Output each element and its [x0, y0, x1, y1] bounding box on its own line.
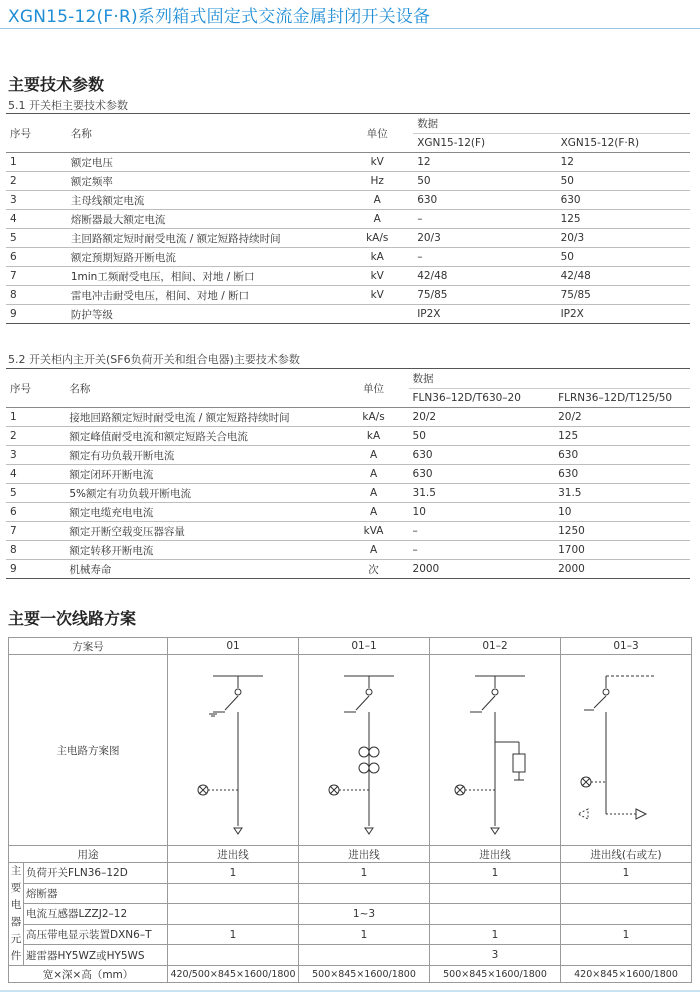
row-value-1: – — [409, 522, 555, 541]
row-no: 1 — [6, 408, 65, 427]
table-row — [6, 408, 690, 427]
component-qty — [168, 904, 299, 925]
table-row — [6, 503, 690, 522]
component-qty — [168, 883, 299, 904]
scheme-header-label: 方案号 — [9, 638, 168, 655]
header-no: 序号 — [6, 369, 65, 408]
row-unit: kVA — [339, 522, 409, 541]
row-value-1: 2000 — [409, 560, 555, 579]
row-name: 额定闭环开断电流 — [65, 465, 338, 484]
row-value-1: 10 — [409, 503, 555, 522]
row-value-2: 42/48 — [557, 267, 690, 286]
component-qty — [561, 904, 692, 925]
row-no: 8 — [6, 541, 65, 560]
row-unit: kA — [339, 427, 409, 446]
diagram-label: 主电路方案图 — [9, 655, 168, 846]
header-data: 数据 — [413, 114, 690, 134]
row-unit: kV — [341, 286, 413, 305]
usage-value: 进出线(右或左) — [561, 846, 692, 863]
title-divider — [0, 28, 700, 29]
header-no: 序号 — [6, 114, 67, 153]
row-value-1: 50 — [409, 427, 555, 446]
row-value-2: 75/85 — [557, 286, 690, 305]
row-name: 额定频率 — [67, 172, 341, 191]
table-row — [6, 541, 690, 560]
row-value-2: 125 — [557, 210, 690, 229]
row-name: 额定开断空载变压器容量 — [65, 522, 338, 541]
row-unit: kA — [341, 248, 413, 267]
component-name: 高压带电显示装置DXN6–T — [24, 924, 168, 945]
row-no: 9 — [6, 560, 65, 579]
component-qty: 1 — [168, 924, 299, 945]
table2-caption: 5.2 开关柜内主开关(SF6负荷开关和组合电器)主要技术参数 — [8, 353, 300, 366]
row-unit: A — [341, 191, 413, 210]
component-qty — [299, 883, 430, 904]
row-unit: A — [339, 503, 409, 522]
component-qty: 1 — [299, 863, 430, 884]
row-no: 4 — [6, 210, 67, 229]
table-row — [6, 484, 690, 503]
section-title-schemes: 主要一次线路方案 — [8, 609, 137, 628]
row-unit: A — [339, 465, 409, 484]
row-value-2: 10 — [554, 503, 690, 522]
row-no: 8 — [6, 286, 67, 305]
row-name: 雷电冲击耐受电压，相间、对地 / 断口 — [67, 286, 341, 305]
row-value-2: 1250 — [554, 522, 690, 541]
main-switch-parameters-table — [6, 368, 690, 579]
row-name: 额定电压 — [67, 153, 341, 172]
row-value-2: 50 — [557, 172, 690, 191]
row-value-2: IP2X — [557, 305, 690, 324]
row-value-1: 630 — [413, 191, 556, 210]
table-row — [6, 267, 690, 286]
row-unit: A — [339, 484, 409, 503]
row-no: 7 — [6, 267, 67, 286]
row-value-2: 12 — [557, 153, 690, 172]
table1-caption: 5.1 开关柜主要技术参数 — [8, 99, 128, 112]
row-value-2: 125 — [554, 427, 690, 446]
circuit-diagram-01-1 — [299, 655, 430, 846]
row-value-2: 630 — [554, 465, 690, 484]
header-model-1: XGN15-12(F) — [413, 134, 556, 153]
component-qty — [299, 945, 430, 966]
dims-value: 420/500×845×1600/1800 — [168, 966, 299, 983]
component-qty — [561, 883, 692, 904]
table-row — [6, 229, 690, 248]
row-no: 6 — [6, 248, 67, 267]
usage-value: 进出线 — [299, 846, 430, 863]
row-no: 2 — [6, 172, 67, 191]
circuit-diagram-01-2-svg — [435, 656, 555, 842]
table-row — [6, 560, 690, 579]
row-value-1: 20/2 — [409, 408, 555, 427]
page-title: XGN15-12(F·R)系列箱式固定式交流金属封闭开关设备 — [8, 7, 431, 27]
row-name: 熔断器最大额定电流 — [67, 210, 341, 229]
table-row — [6, 210, 690, 229]
component-name: 避雷器HY5WZ或HY5WS — [24, 945, 168, 966]
row-value-2: 50 — [557, 248, 690, 267]
row-no: 5 — [6, 484, 65, 503]
component-name: 熔断器 — [24, 883, 168, 904]
row-no: 7 — [6, 522, 65, 541]
component-name: 负荷开关FLN36–12D — [24, 863, 168, 884]
row-no: 4 — [6, 465, 65, 484]
component-qty — [561, 945, 692, 966]
header-unit: 单位 — [341, 114, 413, 153]
row-value-1: 20/3 — [413, 229, 556, 248]
circuit-diagram-01-svg — [173, 656, 293, 842]
circuit-diagram-01-3-svg — [566, 656, 686, 842]
row-value-2: 20/3 — [557, 229, 690, 248]
circuit-diagram-01-2 — [430, 655, 561, 846]
row-value-1: 31.5 — [409, 484, 555, 503]
row-value-2: 20/2 — [554, 408, 690, 427]
usage-label: 用途 — [9, 846, 168, 863]
component-group-label: 主 要 电 器 元 件 — [9, 863, 24, 966]
circuit-diagram-01-3 — [561, 655, 692, 846]
component-qty — [430, 883, 561, 904]
row-unit: A — [339, 541, 409, 560]
usage-value: 进出线 — [430, 846, 561, 863]
component-name: 电流互感器LZZJ2–12 — [24, 904, 168, 925]
component-qty: 3 — [430, 945, 561, 966]
row-no: 3 — [6, 446, 65, 465]
row-name: 额定转移开断电流 — [65, 541, 338, 560]
table-row — [6, 427, 690, 446]
component-qty — [430, 904, 561, 925]
table-row — [6, 305, 690, 324]
row-unit: kV — [341, 153, 413, 172]
table-row — [6, 286, 690, 305]
row-unit: A — [339, 446, 409, 465]
scheme-number: 01 — [168, 638, 299, 655]
row-no: 5 — [6, 229, 67, 248]
row-value-2: 1700 — [554, 541, 690, 560]
table-row — [6, 153, 690, 172]
row-name: 防护等级 — [67, 305, 341, 324]
row-no: 9 — [6, 305, 67, 324]
switchgear-parameters-table — [6, 113, 690, 324]
scheme-number: 01–3 — [561, 638, 692, 655]
row-value-1: – — [409, 541, 555, 560]
row-value-1: – — [413, 248, 556, 267]
row-value-1: IP2X — [413, 305, 556, 324]
component-qty: 1 — [430, 863, 561, 884]
bottom-divider — [0, 990, 700, 992]
row-name: 接地回路额定短时耐受电流 / 额定短路持续时间 — [65, 408, 338, 427]
row-name: 主回路额定短时耐受电流 / 额定短路持续时间 — [67, 229, 341, 248]
component-qty: 1 — [299, 924, 430, 945]
dims-value: 500×845×1600/1800 — [299, 966, 430, 983]
row-unit: 次 — [339, 560, 409, 579]
component-qty — [168, 945, 299, 966]
row-no: 3 — [6, 191, 67, 210]
table-row — [6, 172, 690, 191]
row-value-1: 630 — [409, 465, 555, 484]
header-name: 名称 — [67, 114, 341, 153]
row-unit: Hz — [341, 172, 413, 191]
row-name: 1min工频耐受电压，相间、对地 / 断口 — [67, 267, 341, 286]
header-model-2: XGN15-12(F·R) — [557, 134, 690, 153]
table-row — [6, 191, 690, 210]
row-value-2: 2000 — [554, 560, 690, 579]
row-unit — [341, 305, 413, 324]
table-row — [6, 446, 690, 465]
circuit-diagram-01 — [168, 655, 299, 846]
header-data: 数据 — [409, 369, 690, 389]
usage-value: 进出线 — [168, 846, 299, 863]
row-name: 额定电缆充电电流 — [65, 503, 338, 522]
row-no: 6 — [6, 503, 65, 522]
row-value-2: 630 — [554, 446, 690, 465]
header-name: 名称 — [65, 369, 338, 408]
row-name: 额定峰值耐受电流和额定短路关合电流 — [65, 427, 338, 446]
dims-label: 宽×深×高（mm） — [9, 966, 168, 983]
row-name: 机械寿命 — [65, 560, 338, 579]
row-no: 1 — [6, 153, 67, 172]
component-qty: 1 — [561, 924, 692, 945]
header-model-1: FLN36–12D/T630–20 — [409, 389, 555, 408]
circuit-scheme-table — [8, 637, 692, 983]
table-row — [6, 522, 690, 541]
table-row — [6, 248, 690, 267]
row-value-1: – — [413, 210, 556, 229]
row-value-1: 42/48 — [413, 267, 556, 286]
table-row — [6, 465, 690, 484]
row-no: 2 — [6, 427, 65, 446]
scheme-number: 01–1 — [299, 638, 430, 655]
row-unit: kA/s — [341, 229, 413, 248]
row-unit: kA/s — [339, 408, 409, 427]
component-qty: 1~3 — [299, 904, 430, 925]
scheme-number: 01–2 — [430, 638, 561, 655]
row-name: 额定有功负载开断电流 — [65, 446, 338, 465]
component-qty: 1 — [168, 863, 299, 884]
section-title-parameters: 主要技术参数 — [8, 75, 105, 94]
circuit-diagram-01-1-svg — [304, 656, 424, 842]
dims-value: 420×845×1600/1800 — [561, 966, 692, 983]
component-qty: 1 — [561, 863, 692, 884]
row-name: 主母线额定电流 — [67, 191, 341, 210]
row-value-2: 31.5 — [554, 484, 690, 503]
row-value-1: 630 — [409, 446, 555, 465]
header-unit: 单位 — [339, 369, 409, 408]
row-value-2: 630 — [557, 191, 690, 210]
row-name: 额定预期短路开断电流 — [67, 248, 341, 267]
component-qty: 1 — [430, 924, 561, 945]
header-model-2: FLRN36–12D/T125/50 — [554, 389, 690, 408]
row-unit: A — [341, 210, 413, 229]
row-value-1: 12 — [413, 153, 556, 172]
dims-value: 500×845×1600/1800 — [430, 966, 561, 983]
row-value-1: 75/85 — [413, 286, 556, 305]
row-value-1: 50 — [413, 172, 556, 191]
row-unit: kV — [341, 267, 413, 286]
row-name: 5%额定有功负载开断电流 — [65, 484, 338, 503]
